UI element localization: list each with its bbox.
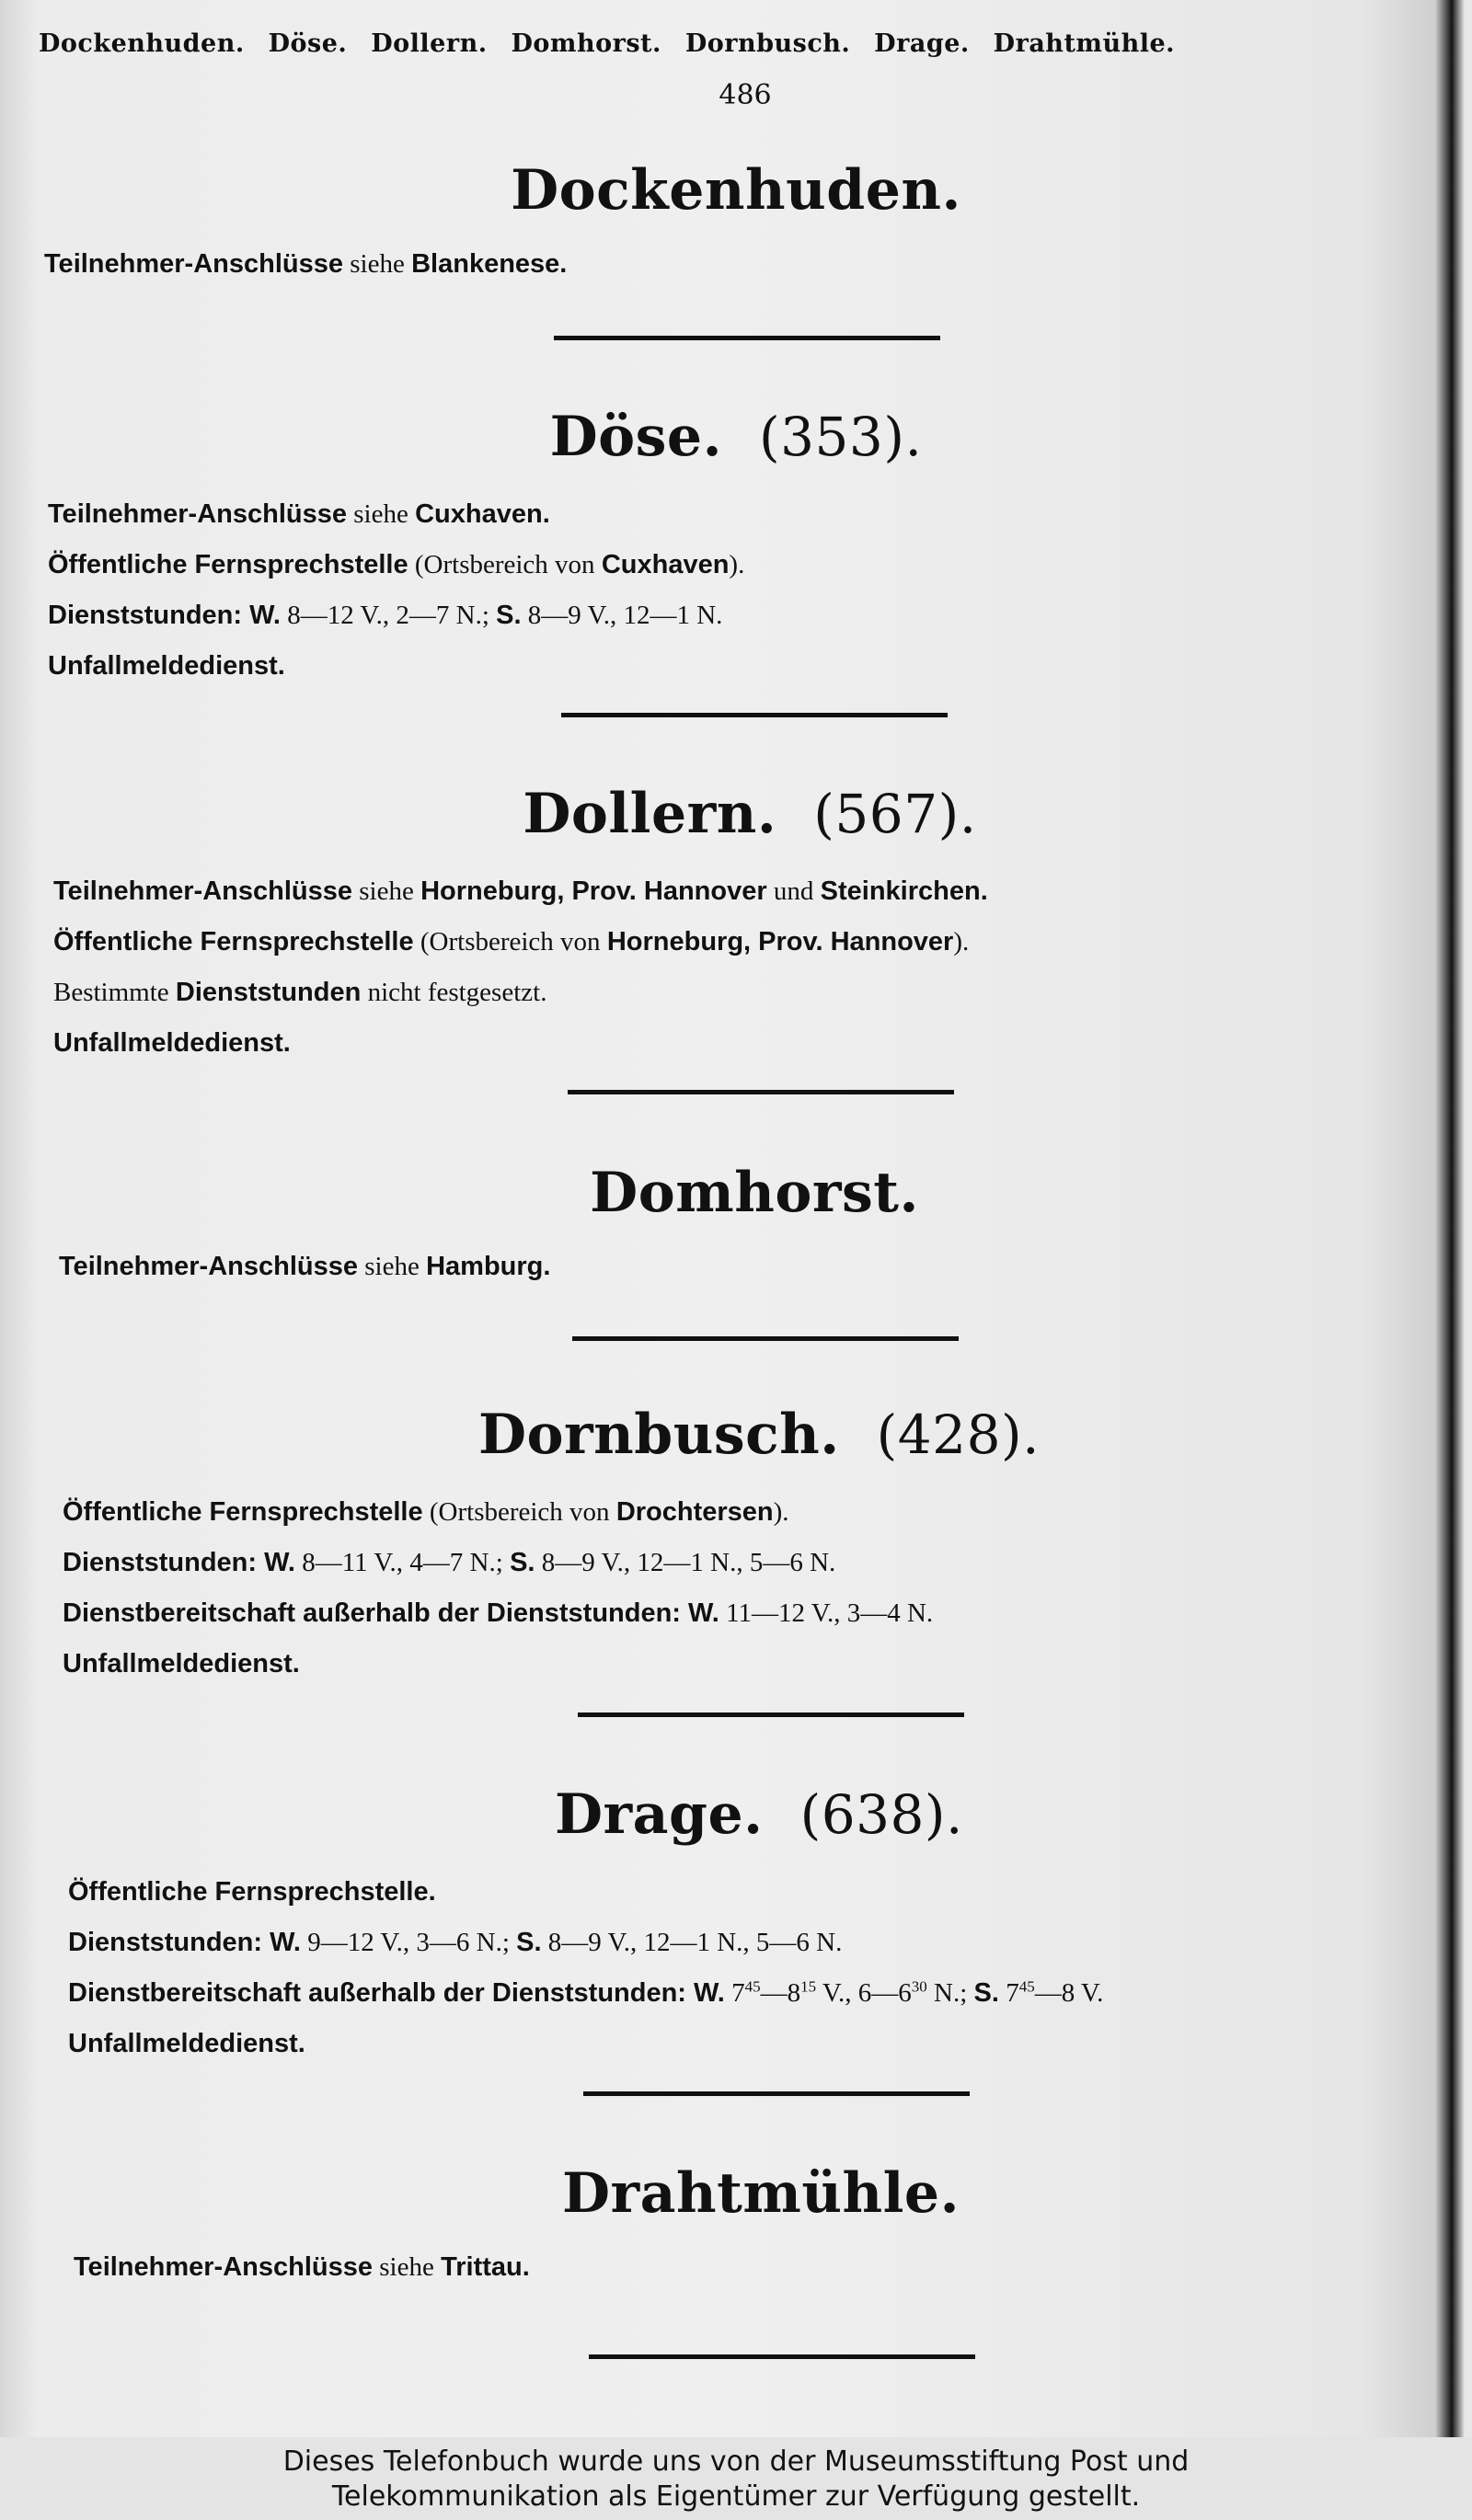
- entry-line: Dienststunden: W. 8—12 V., 2—7 N.; S. 8—9 V., 12—1 N.: [48, 601, 723, 630]
- entry-dollern: [0, 782, 1472, 1069]
- entry-line: Öffentliche Fernsprechstelle (Ortsbereich von Cuxhaven).: [48, 550, 745, 579]
- entry-line: Teilnehmer-Anschlüsse siehe Cuxhaven.: [48, 499, 550, 529]
- entry-domhorst: [0, 1161, 1472, 1292]
- entry-line: Unfallmeldedienst.: [63, 1649, 300, 1678]
- entry-line: Dienststunden: W. 9—12 V., 3—6 N.; S. 8—9 V., 12—1 N., 5—6 N.: [68, 1928, 843, 1957]
- entry-dockenhuden: [0, 158, 1472, 290]
- entry-line: Dienststunden: W. 8—11 V., 4—7 N.; S. 8—9 V., 12—1 N., 5—6 N.: [63, 1548, 836, 1577]
- entry-title: Domhorst.: [590, 1161, 919, 1225]
- entry-doese: [0, 405, 1472, 692]
- entry-line: Teilnehmer-Anschlüsse siehe Trittau.: [74, 2252, 530, 2282]
- entry-line: Bestimmte Dienststunden nicht festgesetzt.: [53, 978, 547, 1007]
- section-divider: [583, 2091, 970, 2096]
- entry-lines: [53, 866, 1472, 1069]
- provenance-footer: [0, 2437, 1472, 2520]
- entry-lines: [48, 489, 1472, 692]
- footer-line: Telekommunikation als Eigentümer zur Verfügung gestellt.: [331, 2480, 1141, 2513]
- entry-lines: [44, 239, 1472, 290]
- entry-title: Drahtmühle.: [562, 2161, 960, 2226]
- entry-title: Dockenhuden.: [511, 158, 961, 223]
- entry-line: Teilnehmer-Anschlüsse siehe Hamburg.: [59, 1252, 551, 1281]
- entry-title: Drage. (638).: [555, 1782, 963, 1847]
- section-divider: [589, 2354, 975, 2359]
- entry-line: Unfallmeldedienst.: [68, 2029, 305, 2058]
- entry-drahtmuehle: [0, 2161, 1472, 2293]
- entry-line: Unfallmeldedienst.: [53, 1028, 291, 1058]
- entry-line: Öffentliche Fernsprechstelle (Ortsbereich von Horneburg, Prov. Hannover).: [53, 927, 970, 956]
- entry-title: Dollern. (567).: [523, 782, 977, 846]
- section-divider: [578, 1712, 964, 1717]
- entry-line: Teilnehmer-Anschlüsse siehe Horneburg, Prov. Hannover und Steinkirchen.: [53, 876, 988, 906]
- entry-title: Dornbusch. (428).: [477, 1403, 1041, 1467]
- section-divider: [568, 1090, 954, 1094]
- entry-line: Öffentliche Fernsprechstelle (Ortsbereich von Drochtersen).: [63, 1497, 789, 1527]
- section-divider: [561, 713, 948, 717]
- page-number: 486: [719, 79, 772, 111]
- section-divider: [554, 336, 940, 340]
- section-divider: [572, 1336, 959, 1341]
- entry-title: Döse. (353).: [549, 405, 923, 469]
- entry-lines: [63, 1487, 1472, 1690]
- footer-line: Dieses Telefonbuch wurde uns von der Museumsstiftung Post und: [282, 2446, 1190, 2478]
- running-head: Dockenhuden. Döse. Dollern. Domhorst. Dornbusch. Drage. Drahtmühle.: [39, 29, 1176, 58]
- entry-drage: [0, 1782, 1472, 2069]
- entry-lines: [68, 1867, 1472, 2069]
- entry-dornbusch: [0, 1403, 1472, 1690]
- entry-line: Teilnehmer-Anschlüsse siehe Blankenese.: [44, 249, 568, 279]
- entry-line: Dienstbereitschaft außerhalb der Dienststunden: W. $7^{45}—8^{15}$ V., $6—6^{30}$ N.; S. $7^{45}—8$ V.: [68, 1977, 1104, 2008]
- entry-lines: [74, 2242, 1472, 2293]
- entry-line: Unfallmeldedienst.: [48, 651, 285, 681]
- entry-line: Dienstbereitschaft außerhalb der Dienststunden: W. 11—12 V., 3—4 N.: [63, 1598, 934, 1628]
- entry-lines: [59, 1242, 1472, 1292]
- entry-line: Öffentliche Fernsprechstelle.: [68, 1877, 436, 1907]
